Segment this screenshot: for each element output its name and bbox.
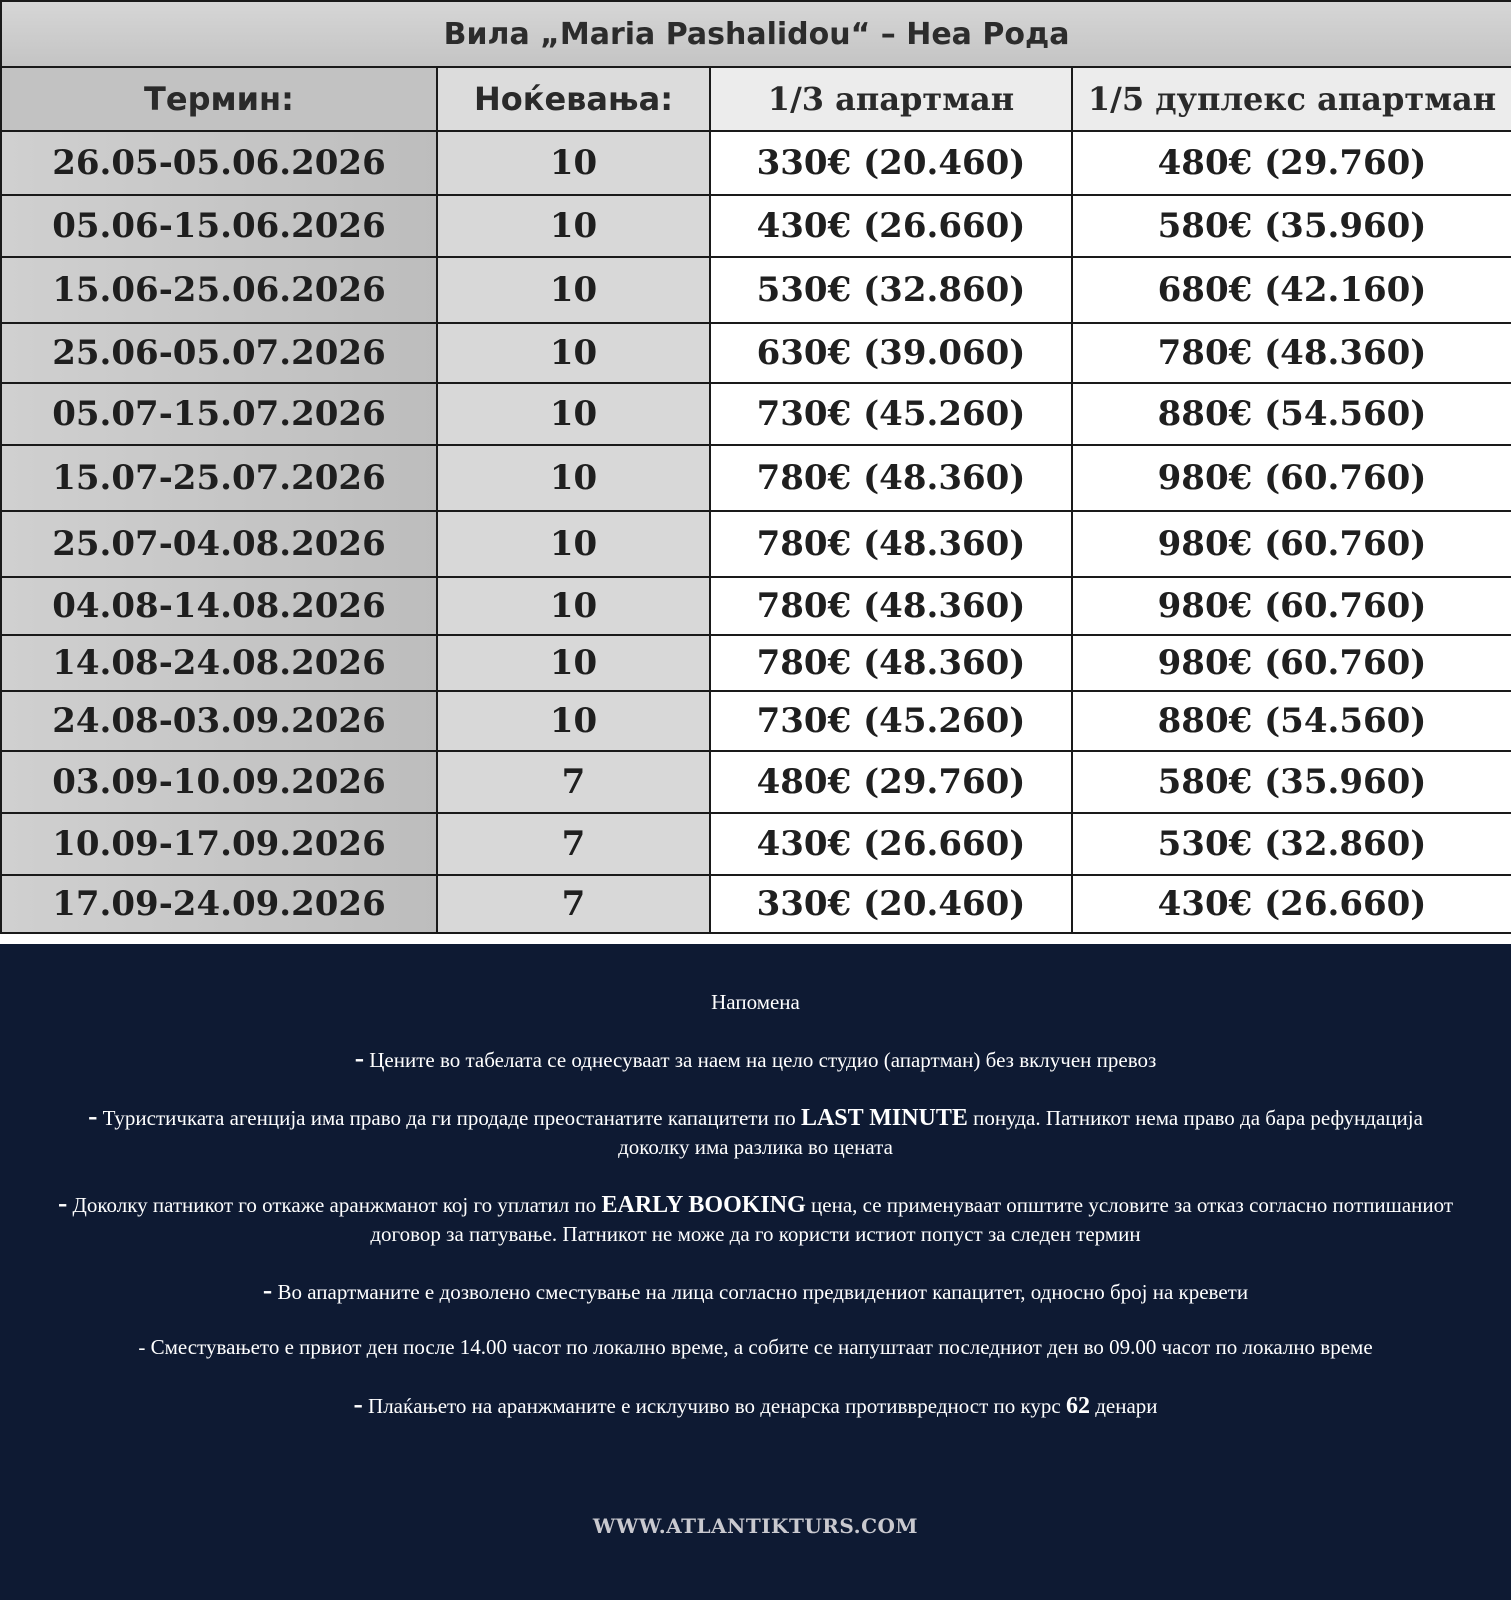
note-highlight: 62 (1065, 1393, 1090, 1419)
cell-price-apartment: 530€ (32.860) (710, 257, 1072, 323)
cell-nights: 10 (437, 131, 710, 195)
cell-term: 24.08-03.09.2026 (1, 691, 437, 751)
cell-nights: 7 (437, 875, 710, 933)
cell-price-duplex: 880€ (54.560) (1072, 691, 1511, 751)
cell-price-duplex: 980€ (60.760) (1072, 635, 1511, 691)
cell-price-apartment: 430€ (26.660) (710, 813, 1072, 875)
cell-price-apartment: 780€ (48.360) (710, 445, 1072, 511)
note-highlight: LAST MINUTE (800, 1105, 968, 1131)
column-header-apartment-1-3: 1/3 апартман (710, 67, 1072, 131)
cell-price-duplex: 780€ (48.360) (1072, 323, 1511, 383)
website-link[interactable]: WWW.ATLANTIKTURS.COM (592, 1514, 919, 1538)
table-row (1, 875, 1511, 933)
cell-price-apartment: 730€ (45.260) (710, 691, 1072, 751)
cell-term: 14.08-24.08.2026 (1, 635, 437, 691)
cell-price-apartment: 730€ (45.260) (710, 383, 1072, 445)
cell-price-apartment: 480€ (29.760) (710, 751, 1072, 813)
note-text: - Сместувањето е првиот ден после 14.00 часот по локално време, а собите се напуштаат последниот ден во 09.00 часот по локално време (138, 1335, 1373, 1359)
note-text: Во апартманите е дозволено сместување на лица согласно предвидениот капацитет, односно број на кревети (277, 1280, 1249, 1304)
note-check-in (50, 1333, 1461, 1362)
note-prices (50, 1044, 1461, 1075)
cell-price-duplex: 980€ (60.760) (1072, 577, 1511, 635)
cell-term: 26.05-05.06.2026 (1, 131, 437, 195)
note-text: Туристичката агенција има право да ги продаде преостанатите капацитети по (102, 1106, 796, 1130)
table-row (1, 257, 1511, 323)
table-row (1, 511, 1511, 577)
cell-nights: 10 (437, 635, 710, 691)
cell-term: 10.09-17.09.2026 (1, 813, 437, 875)
table-row (1, 445, 1511, 511)
table-row (1, 635, 1511, 691)
table-row (1, 195, 1511, 257)
table-title: Вила „Maria Pashalidou“ – Неа Рода (1, 1, 1511, 67)
note-text: Плаќањето на аранжманите е исклучиво во денарска противвредност по курс (368, 1394, 1061, 1418)
cell-nights: 10 (437, 383, 710, 445)
notes-section (0, 944, 1511, 1600)
table-row (1, 383, 1511, 445)
table-row (1, 691, 1511, 751)
cell-term: 05.07-15.07.2026 (1, 383, 437, 445)
note-text: Доколку патникот го откаже аранжманот кој го уплатил по (72, 1193, 597, 1217)
table-row (1, 577, 1511, 635)
cell-nights: 7 (437, 813, 710, 875)
table-row (1, 323, 1511, 383)
cell-price-duplex: 530€ (32.860) (1072, 813, 1511, 875)
cell-price-apartment: 330€ (20.460) (710, 131, 1072, 195)
cell-price-apartment: 780€ (48.360) (710, 577, 1072, 635)
cell-term: 05.06-15.06.2026 (1, 195, 437, 257)
cell-term: 03.09-10.09.2026 (1, 751, 437, 813)
cell-price-duplex: 480€ (29.760) (1072, 131, 1511, 195)
column-header-term: Термин: (1, 67, 437, 131)
table-row (1, 751, 1511, 813)
note-dash: - (262, 1275, 273, 1306)
cell-term: 25.07-04.08.2026 (1, 511, 437, 577)
table-header-row (1, 67, 1511, 131)
note-dash: - (353, 1389, 363, 1420)
note-early-booking (50, 1189, 1461, 1249)
note-text: денари (1095, 1394, 1158, 1418)
cell-nights: 10 (437, 691, 710, 751)
cell-price-apartment: 430€ (26.660) (710, 195, 1072, 257)
cell-nights: 10 (437, 445, 710, 511)
table-row (1, 131, 1511, 195)
cell-price-duplex: 580€ (35.960) (1072, 195, 1511, 257)
note-highlight: EARLY BOOKING (601, 1192, 806, 1218)
table-row (1, 813, 1511, 875)
note-payment (50, 1390, 1461, 1421)
cell-nights: 7 (437, 751, 710, 813)
cell-price-apartment: 630€ (39.060) (710, 323, 1072, 383)
cell-term: 15.07-25.07.2026 (1, 445, 437, 511)
cell-price-duplex: 430€ (26.660) (1072, 875, 1511, 933)
cell-nights: 10 (437, 195, 710, 257)
cell-price-duplex: 980€ (60.760) (1072, 511, 1511, 577)
cell-nights: 10 (437, 257, 710, 323)
note-capacity (50, 1276, 1461, 1307)
note-last-minute (50, 1102, 1461, 1162)
note-text: цена, се применуваат општите условите за отказ согласно потпишаниот договор за патување. Патникот не може да го користи истиот попуст за следен термин (370, 1193, 1454, 1246)
cell-term: 04.08-14.08.2026 (1, 577, 437, 635)
note-dash: - (88, 1101, 98, 1132)
cell-nights: 10 (437, 577, 710, 635)
note-text: Цените во табелата се однесуваат за наем на цело студио (апартман) без вклучен превоз (369, 1048, 1157, 1072)
column-header-nights: Ноќевања: (437, 67, 710, 131)
cell-term: 15.06-25.06.2026 (1, 257, 437, 323)
note-dash: - (354, 1043, 365, 1074)
cell-nights: 10 (437, 323, 710, 383)
cell-price-duplex: 880€ (54.560) (1072, 383, 1511, 445)
column-header-duplex-1-5: 1/5 дуплекс апартман (1072, 67, 1511, 131)
cell-price-apartment: 330€ (20.460) (710, 875, 1072, 933)
table-body (1, 131, 1511, 933)
notes-title: Напомена (711, 990, 800, 1014)
note-text: понуда. Патникот нема право да бара рефундација доколку има разлика во цената (618, 1106, 1423, 1159)
cell-term: 25.06-05.07.2026 (1, 323, 437, 383)
cell-price-duplex: 680€ (42.160) (1072, 257, 1511, 323)
cell-price-apartment: 780€ (48.360) (710, 635, 1072, 691)
note-dash: - (57, 1188, 68, 1219)
cell-term: 17.09-24.09.2026 (1, 875, 437, 933)
cell-price-apartment: 780€ (48.360) (710, 511, 1072, 577)
cell-price-duplex: 980€ (60.760) (1072, 445, 1511, 511)
cell-price-duplex: 580€ (35.960) (1072, 751, 1511, 813)
cell-nights: 10 (437, 511, 710, 577)
